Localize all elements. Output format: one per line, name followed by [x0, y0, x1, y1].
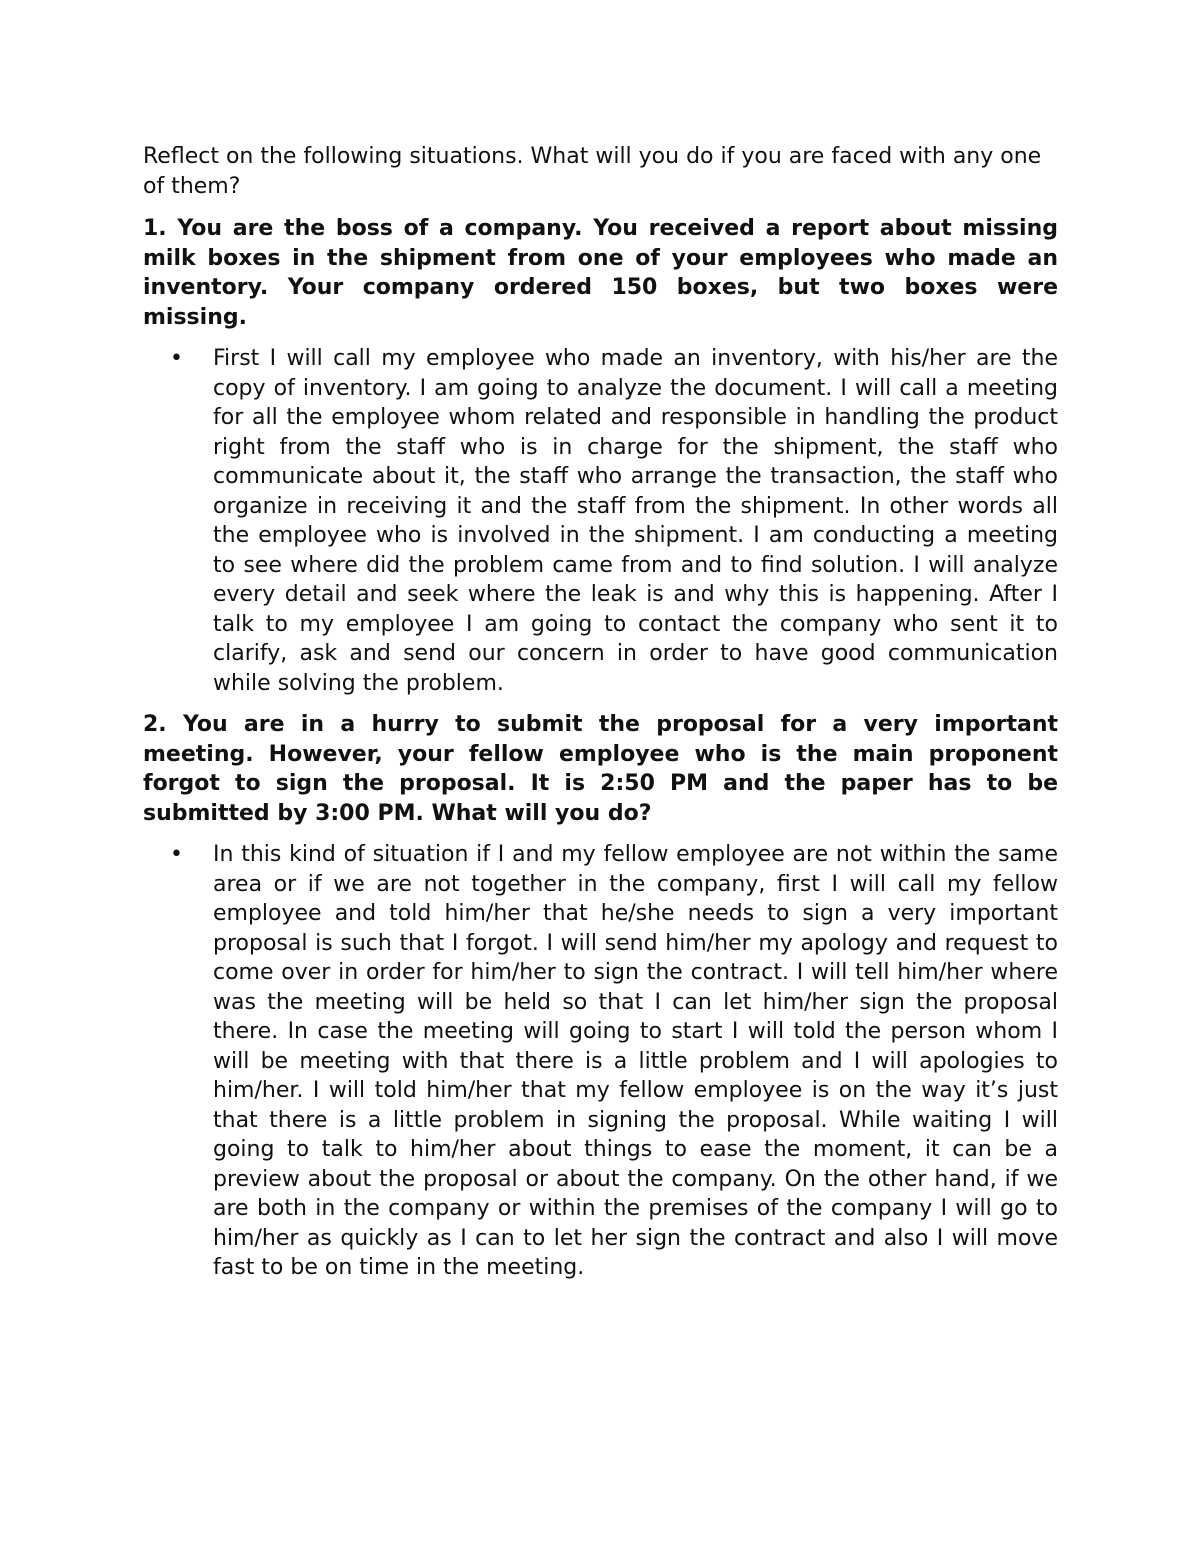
question-2: 2. You are in a hurry to submit the proposal for a very important meeting. However, your fellow employee who is the main proponent forgot to sign the proposal. It is 2:50 PM and the paper has to be submitted by 3:00 PM. What will you do?	[143, 712, 1058, 826]
answer-2	[170, 840, 1058, 1283]
intro-paragraph: Reflect on the following situations. What will you do if you are faced with any one of them?	[143, 144, 1042, 199]
bullet-icon: •	[170, 842, 183, 867]
answer-1-text: First I will call my employee who made an inventory, with his/her are the copy of inventory. I am going to analyze the document. I will call a meeting for all the employee whom related and responsible in handling the product right from the staff who is in charge for the shipment, the staff who communicate about it, the staff who arrange the transaction, the staff who organize in receiving it and the staff from the shipment. In other words all the employee who is involved in the shipment. I am conducting a meeting to see where did the problem came from and to find solution. I will analyze every detail and seek where the leak is and why this is happening. After I talk to my employee I am going to contact the company who sent it to clarify, ask and send our concern in order to have good communication while solving the problem.	[213, 346, 1058, 696]
document-body	[143, 142, 1058, 1295]
answer-list-2	[143, 840, 1058, 1283]
answer-2-text: In this kind of situation if I and my fellow employee are not within the same area or if we are not together in the company, first I will call my fellow employee and told him/her that he/she needs to sign a very important proposal is such that I forgot. I will send him/her my apology and request to come over in order for him/her to sign the contract. I will tell him/her where was the meeting will be held so that I can let him/her sign the proposal there. In case the meeting will going to start I will told the person whom I will be meeting with that there is a little problem and I will apologies to him/her. I will told him/her that my fellow employee is on the way it’s just that there is a little problem in signing the proposal. While waiting I will going to talk to him/her about things to ease the moment, it can be a preview about the proposal or about the company. On the other hand, if we are both in the company or within the premises of the company I will go to him/her as quickly as I can to let her sign the contract and also I will move fast to be on time in the meeting.	[213, 842, 1058, 1280]
answer-list-1	[143, 344, 1058, 698]
bullet-icon: •	[170, 346, 183, 371]
answer-1	[170, 344, 1058, 698]
question-1: 1. You are the boss of a company. You received a report about missing milk boxes in the shipment from one of your employees who made an inventory. Your company ordered 150 boxes, but two boxes were missing.	[143, 216, 1058, 330]
